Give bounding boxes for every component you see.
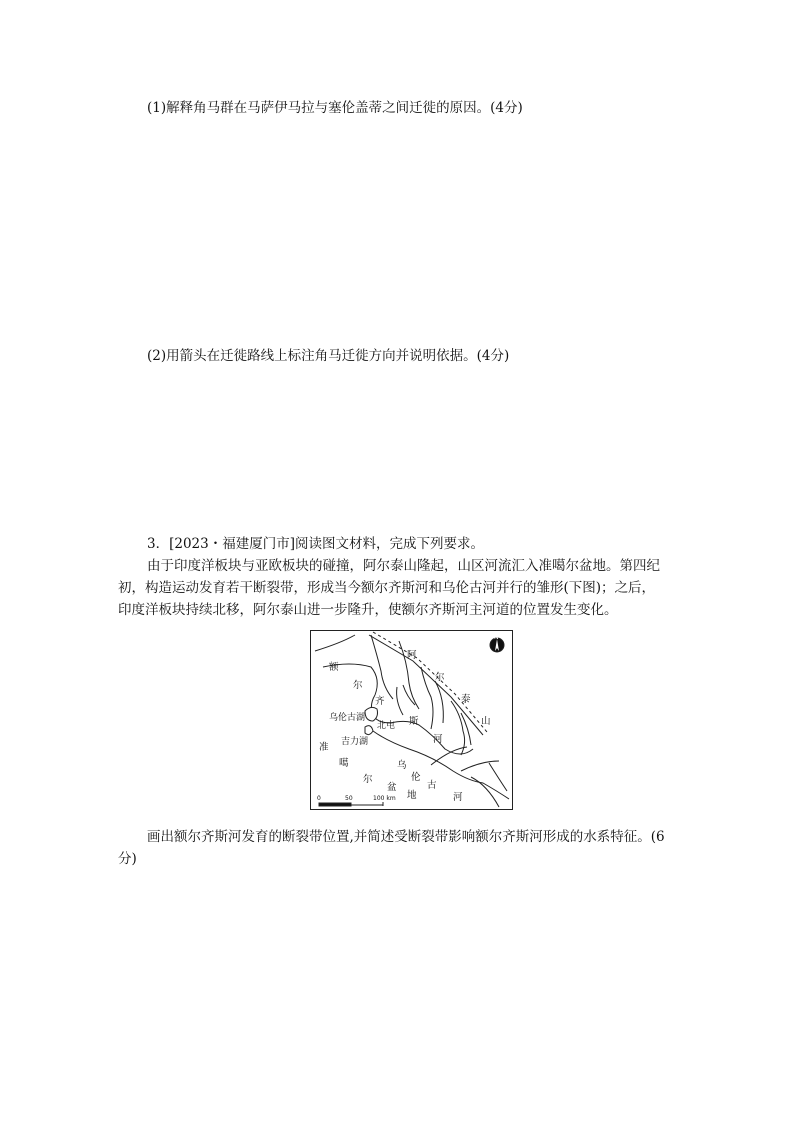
label-lake-ulungur: 乌伦古湖	[329, 713, 366, 723]
lake-jili-shape	[365, 726, 373, 735]
question-2: (2)用箭头在迁徙路线上标注角马迁徙方向并说明依据。(4分)	[147, 348, 510, 364]
label-irtysh-4: 斯	[409, 716, 419, 727]
label-lake-jili: 吉力湖	[341, 737, 369, 747]
scale-100: 100 km	[373, 795, 396, 802]
label-junggar-4: 盆	[387, 782, 397, 793]
question-3-header: 3．[2023・福建厦门市]阅读图文材料，完成下列要求。	[147, 536, 484, 552]
question-3-task-line-2: 分)	[118, 851, 137, 867]
label-ulungur-3: 古	[427, 780, 437, 791]
label-junggar-2: 噶	[339, 758, 349, 769]
label-altai-3: 泰	[461, 694, 471, 705]
lakes	[365, 707, 378, 734]
label-junggar-3: 尔	[363, 774, 373, 785]
question-1: (1)解释角马群在马萨伊马拉与塞伦盖蒂之间迁徙的原因。(4分)	[147, 100, 523, 116]
scale-bar	[319, 802, 383, 806]
question-3-material-line-3: 印度洋板块持续北移，阿尔泰山进一步隆升，使额尔齐斯河主河道的位置发生变化。	[118, 602, 618, 618]
question-3-task-line-1: 画出额尔齐斯河发育的断裂带位置,并简述受断裂带影响额尔齐斯河形成的水系特征。(6	[147, 829, 665, 845]
lake-ulungur-shape	[365, 707, 378, 721]
label-irtysh-3: 齐	[375, 696, 385, 707]
scale-50: 50	[345, 795, 353, 802]
question-3-material-line-2: 初，构造运动发育若干断裂带，形成当今额尔齐斯河和乌伦古河并行的雏形(下图)；之后，	[118, 580, 656, 596]
label-ulungur-4: 河	[453, 792, 463, 803]
label-beitun: 北屯	[377, 721, 396, 731]
label-ulungur-2: 伦	[411, 772, 421, 783]
label-irtysh-1: 额	[329, 662, 339, 673]
irtysh-river-map	[310, 630, 513, 810]
label-irtysh-2: 尔	[353, 680, 363, 691]
label-irtysh-5: 河	[433, 734, 443, 745]
question-3-material-line-1: 由于印度洋板块与亚欧板块的碰撞，阿尔泰山隆起，山区河流汇入准噶尔盆地。第四纪	[147, 558, 660, 574]
scale-0: 0	[317, 795, 321, 802]
north-label: N	[494, 634, 499, 641]
label-ulungur-1: 乌	[397, 760, 407, 771]
label-altai-4: 山	[481, 716, 491, 727]
label-junggar-5: 地	[407, 790, 417, 801]
label-altai-1: 阿	[407, 650, 417, 661]
label-altai-2: 尔	[435, 672, 445, 683]
label-junggar-1: 准	[319, 742, 329, 753]
altai-mountain-ridge	[369, 632, 487, 735]
